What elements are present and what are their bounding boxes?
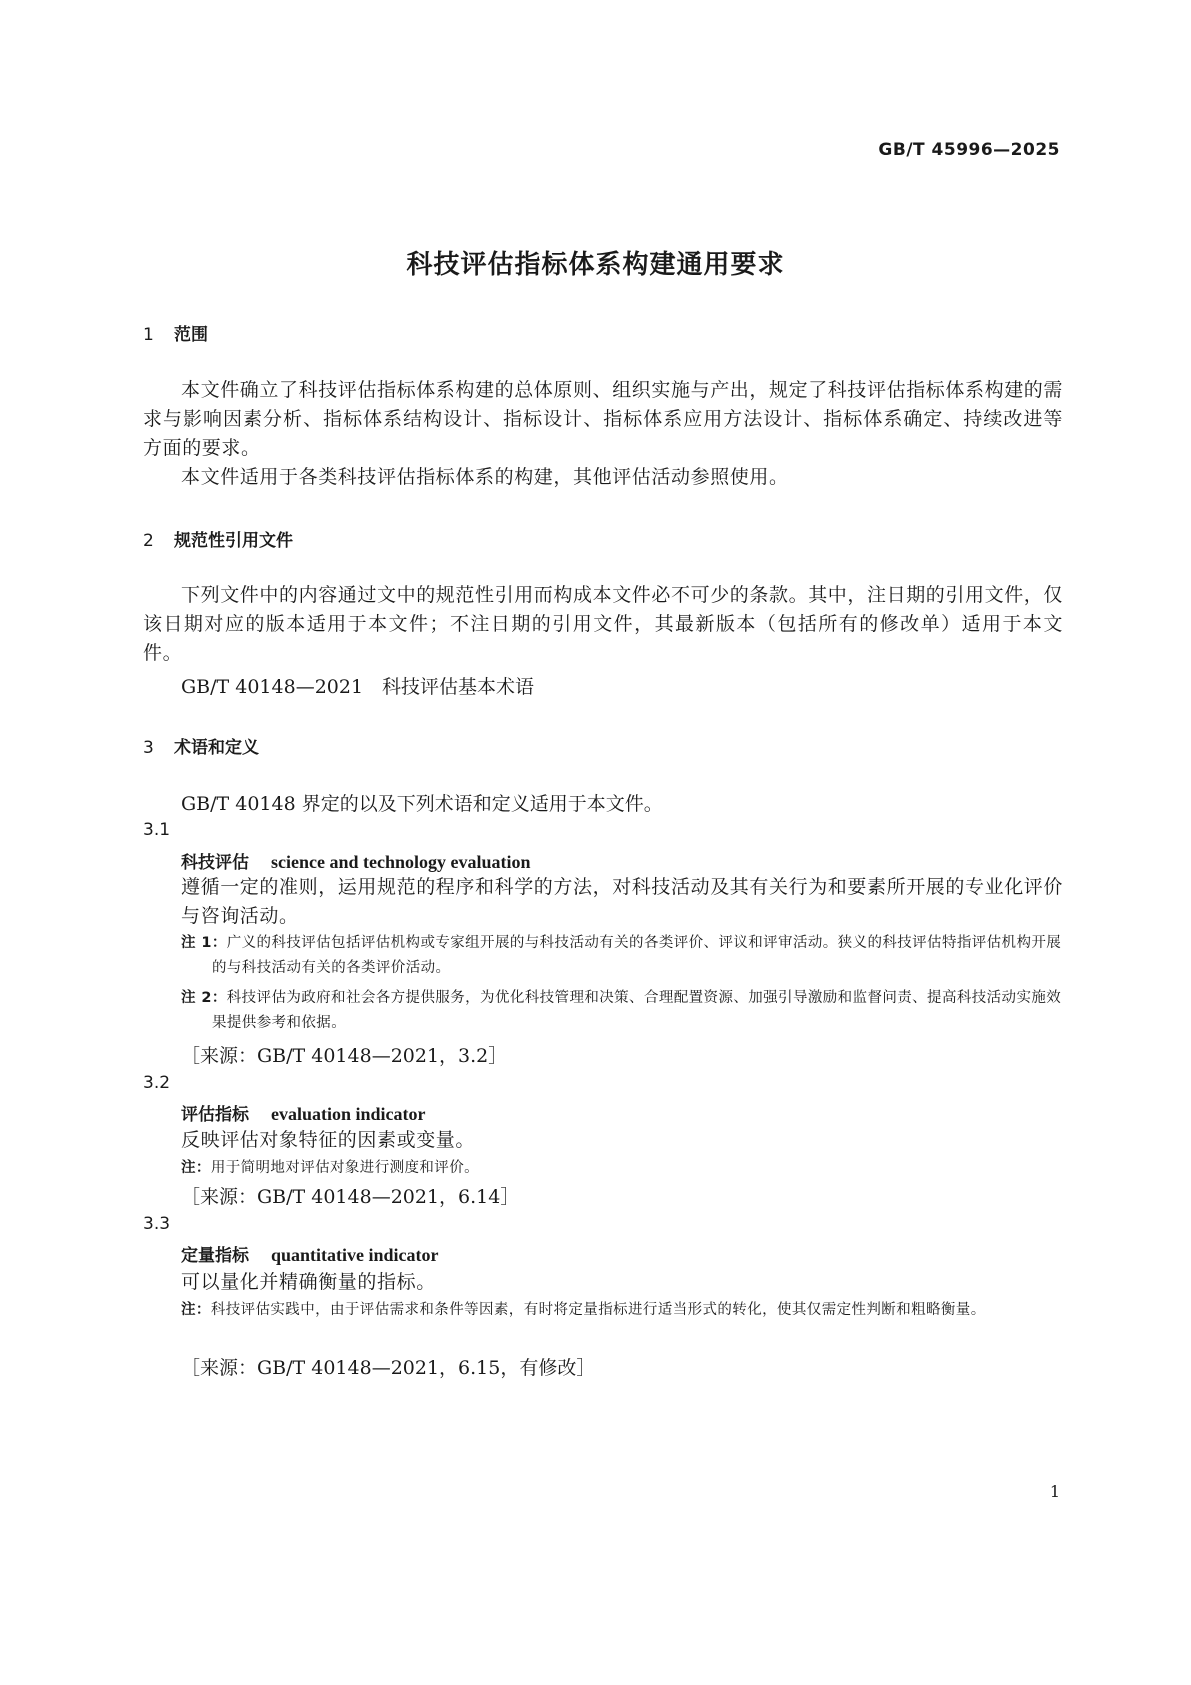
section-title: 范围	[174, 325, 208, 345]
term-english: quantitative indicator	[271, 1245, 439, 1265]
paragraph: 下列文件中的内容通过文中的规范性引用而构成本文件必不可少的条款。其中，注日期的引用文件，仅该日期对应的版本适用于本文件；不注日期的引用文件，其最新版本（包括所有的修改单）适用于本文件。	[143, 584, 1064, 664]
term-chinese: 评估指标	[181, 1105, 249, 1125]
section-2-heading	[143, 526, 293, 551]
term-definition: 遵循一定的准则，运用规范的程序和科学的方法，对科技活动及其有关行为和要素所开展的专业化评价与咨询活动。	[181, 876, 1064, 927]
term-definition: 反映评估对象特征的因素或变量。	[181, 1129, 476, 1151]
term-number: 3.3	[143, 1214, 171, 1234]
term-english: science and technology evaluation	[271, 852, 531, 872]
term-chinese: 科技评估	[181, 853, 249, 873]
section-3-heading	[143, 733, 259, 758]
section-number: 3	[143, 738, 154, 758]
section-intro: GB/T 40148 界定的以及下列术语和定义适用于本文件。	[181, 793, 663, 815]
note-label: 注 1：	[181, 935, 227, 951]
term-heading	[181, 1100, 426, 1125]
term-number: 3.2	[143, 1073, 171, 1093]
note	[181, 986, 1063, 1036]
section-number: 2	[143, 531, 154, 551]
term-source: ［来源：GB/T 40148—2021，3.2］	[181, 1045, 508, 1067]
term-number: 3.1	[143, 820, 171, 840]
note	[181, 1298, 1063, 1323]
section-title: 术语和定义	[174, 738, 259, 758]
paragraph: 本文件确立了科技评估指标体系构建的总体原则、组织实施与产出，规定了科技评估指标体系构建的需求与影响因素分析、指标体系结构设计、指标设计、指标体系应用方法设计、指标体系确定、持续改进等方面的要求。	[143, 379, 1064, 459]
section-title: 规范性引用文件	[174, 531, 293, 551]
page-number: 1	[1049, 1482, 1060, 1501]
term-heading	[181, 1241, 439, 1266]
term-chinese: 定量指标	[181, 1246, 249, 1266]
term-definition: 可以量化并精确衡量的指标。	[181, 1271, 436, 1293]
paragraph: 本文件适用于各类科技评估指标体系的构建，其他评估活动参照使用。	[181, 466, 789, 488]
note-text: 广义的科技评估包括评估机构或专家组开展的与科技活动有关的各类评价、评议和评审活动。狭义的科技评估特指评估机构开展的与科技活动有关的各类评价活动。	[212, 935, 1062, 976]
term-english: evaluation indicator	[271, 1104, 426, 1124]
note-label: 注 2：	[181, 990, 227, 1006]
note-text: 科技评估实践中，由于评估需求和条件等因素，有时将定量指标进行适当形式的转化，使其仅需定性判断和粗略衡量。	[210, 1302, 986, 1318]
note	[181, 931, 1063, 981]
section-1-heading	[143, 320, 208, 345]
document-title: 科技评估指标体系构建通用要求	[406, 250, 785, 280]
term-source: ［来源：GB/T 40148—2021，6.15，有修改］	[181, 1357, 596, 1379]
note-text: 用于简明地对评估对象进行测度和评价。	[210, 1160, 480, 1176]
note	[181, 1156, 1063, 1181]
note-label: 注：	[181, 1160, 211, 1176]
standard-number: GB/T 45996—2025	[878, 140, 1060, 160]
section-number: 1	[143, 325, 154, 345]
term-heading	[181, 848, 531, 873]
note-label: 注：	[181, 1302, 211, 1318]
term-source: ［来源：GB/T 40148—2021，6.14］	[181, 1186, 520, 1208]
note-text: 科技评估为政府和社会各方提供服务，为优化科技管理和决策、合理配置资源、加强引导激励和监督问责、提高科技活动实施效果提供参考和依据。	[212, 990, 1062, 1031]
normative-reference: GB/T 40148—2021 科技评估基本术语	[181, 676, 535, 698]
